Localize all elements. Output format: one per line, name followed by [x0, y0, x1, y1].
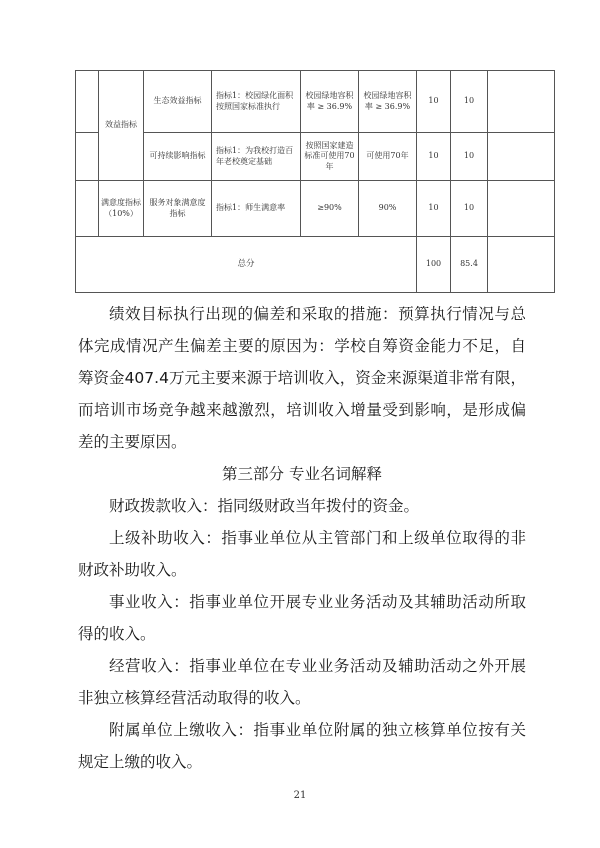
- actual-cell: 可使用70年: [359, 133, 417, 181]
- table-row: [76, 133, 555, 181]
- indicator-cell: 指标1：师生满意率: [212, 181, 301, 237]
- note-cell: [488, 71, 555, 133]
- score-cell: 10: [451, 133, 488, 181]
- subcategory-cell: 服务对象满意度指标: [144, 181, 212, 237]
- category-cell: 效益指标: [99, 71, 144, 181]
- table-row: [76, 181, 555, 237]
- total-note: [488, 237, 555, 293]
- subcategory-cell: 可持续影响指标: [144, 133, 212, 181]
- weight-cell: 10: [417, 181, 451, 237]
- table-cell: [76, 181, 99, 237]
- definition-item: 财政拨款收入：指同级财政当年拨付的资金。: [109, 497, 420, 515]
- definition-item: 事业收入：指事业单位开展专业业务活动及其辅助活动所取得的收入。: [78, 593, 526, 643]
- category-cell: 满意度指标（10%）: [99, 181, 144, 237]
- definition-item: 上级补助收入：指事业单位从主管部门和上级单位取得的非财政补助收入。: [78, 529, 526, 579]
- weight-cell: 10: [417, 133, 451, 181]
- note-cell: [488, 181, 555, 237]
- definition-item: 附属单位上缴收入：指事业单位附属的独立核算单位按有关规定上缴的收入。: [78, 721, 526, 771]
- total-score: 85.4: [451, 237, 488, 293]
- total-row: [76, 237, 555, 293]
- table-cell: [76, 71, 99, 133]
- deviation-paragraph: 绩效目标执行出现的偏差和采取的措施：预算执行情况与总体完成情况产生偏差主要的原因为：学校自筹资金能力不足，自筹资金407.4万元主要来源于培训收入，资金来源渠道非常有限，而培训市场竞争越来越激烈，培训收入增量受到影响，是形成偏差的主要原因。: [78, 305, 526, 451]
- target-cell: 校园绿地容积率 ≥ 36.9%: [301, 71, 359, 133]
- actual-cell: 校园绿地容积率 ≥ 36.9%: [359, 71, 417, 133]
- score-cell: 10: [451, 71, 488, 133]
- weight-cell: 10: [417, 71, 451, 133]
- definition-item: 经营收入：指事业单位在专业业务活动及辅助活动之外开展非独立核算经营活动取得的收入。: [78, 657, 526, 707]
- target-cell: ≥90%: [301, 181, 359, 237]
- section-heading: 第三部分 专业名词解释: [222, 465, 382, 483]
- performance-table: [75, 70, 555, 293]
- total-weight: 100: [417, 237, 451, 293]
- note-cell: [488, 133, 555, 181]
- indicator-cell: 指标1：校园绿化面积按照国家标准执行: [212, 71, 301, 133]
- score-cell: 10: [451, 181, 488, 237]
- total-label: 总分: [76, 237, 417, 293]
- subcategory-cell: 生态效益指标: [144, 71, 212, 133]
- table-cell: [76, 133, 99, 181]
- target-cell: 按照国家建造标准可使用70年: [301, 133, 359, 181]
- body-text: [78, 298, 526, 778]
- page-number: 21: [293, 790, 307, 801]
- actual-cell: 90%: [359, 181, 417, 237]
- indicator-cell: 指标1：为我校打造百年老校奠定基础: [212, 133, 301, 181]
- table-row: [76, 71, 555, 133]
